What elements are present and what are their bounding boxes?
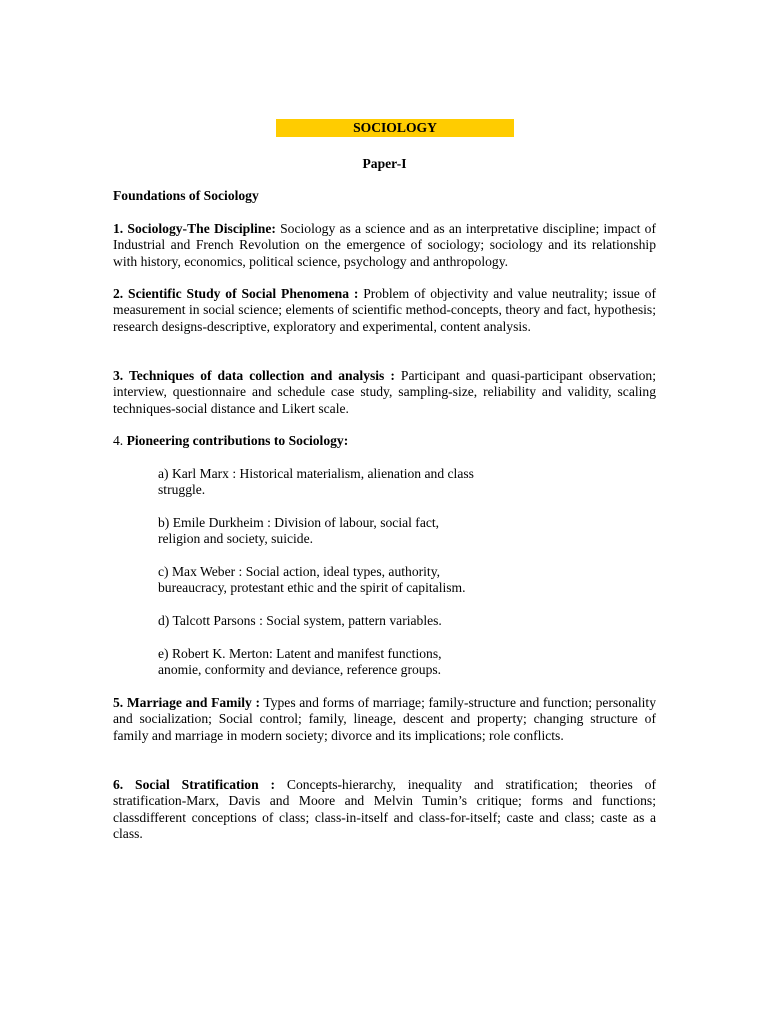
section-marriage-family bbox=[113, 695, 656, 744]
contribution-talcott-parsons bbox=[158, 613, 558, 629]
contribution-karl-marx bbox=[158, 466, 558, 499]
contribution-max-weber bbox=[158, 564, 558, 597]
contribution-line: anomie, conformity and deviance, reference groups. bbox=[158, 662, 442, 678]
section-body: Sociology as a science and as an interpretative discipline; impact of Industrial and French Revolution on the emergence of sociology; sociology and its relationship with history, economics, political science, psychology and anthropology. bbox=[113, 221, 656, 269]
section-heading: 1. Sociology-The Discipline: bbox=[113, 221, 276, 236]
section-social-stratification bbox=[113, 777, 656, 843]
section-heading: 5. Marriage and Family : bbox=[113, 695, 260, 710]
section-pioneering-contributions bbox=[113, 433, 656, 449]
section-heading: 6. Social Stratification : bbox=[113, 777, 276, 792]
section-body: Concepts-hierarchy, inequality and stratification; theories of stratification-Marx, Davis and Moore and Melvin Tumin’s critique; forms and functions; classdifferent conceptions of class; class-in-itself and class-for-itself; caste and class; caste as a class. bbox=[113, 777, 656, 842]
section-number: 4. bbox=[113, 433, 127, 448]
contribution-line: c) Max Weber : Social action, ideal types, authority, bbox=[158, 564, 441, 579]
contribution-line: struggle. bbox=[158, 482, 206, 498]
section-heading: 3. Techniques of data collection and analysis : bbox=[113, 368, 395, 383]
section-sociology-discipline bbox=[113, 221, 656, 270]
contribution-line: e) Robert K. Merton: Latent and manifest functions, bbox=[158, 646, 442, 661]
contribution-robert-merton bbox=[158, 646, 558, 679]
section-heading: 2. Scientific Study of Social Phenomena : bbox=[113, 286, 359, 301]
section-scientific-study bbox=[113, 286, 656, 335]
paper-title: Paper-I bbox=[362, 156, 407, 171]
section-body: Types and forms of marriage; family-structure and function; personality and socialization; Social control; family, lineage, descent and property; changing structure of family and marriage in modern society; divorce and its implications; role conflicts. bbox=[113, 695, 656, 743]
contribution-line: b) Emile Durkheim : Division of labour, social fact, bbox=[158, 515, 440, 530]
section-heading: Pioneering contributions to Sociology: bbox=[126, 433, 349, 448]
section-data-collection bbox=[113, 368, 656, 417]
contribution-line: a) Karl Marx : Historical materialism, alienation and class bbox=[158, 466, 474, 481]
contribution-emile-durkheim bbox=[158, 515, 558, 548]
section-group-heading: Foundations of Sociology bbox=[113, 188, 259, 203]
section-body: Problem of objectivity and value neutrality; issue of measurement in social science; elements of scientific method-concepts, theory and fact, hypothesis; research designs-descriptive, exploratory and experimental, content analysis. bbox=[113, 286, 656, 334]
contribution-line: bureaucracy, protestant ethic and the spirit of capitalism. bbox=[158, 580, 466, 596]
subject-title: SOCIOLOGY bbox=[353, 120, 437, 135]
contribution-line: religion and society, suicide. bbox=[158, 531, 314, 547]
subject-title-banner bbox=[276, 119, 514, 137]
section-body: Participant and quasi-participant observation; interview, questionnaire and schedule case study, sampling-size, reliability and validity, scaling techniques-social distance and Likert scale. bbox=[113, 368, 656, 416]
contribution-line: d) Talcott Parsons : Social system, pattern variables. bbox=[158, 613, 442, 628]
